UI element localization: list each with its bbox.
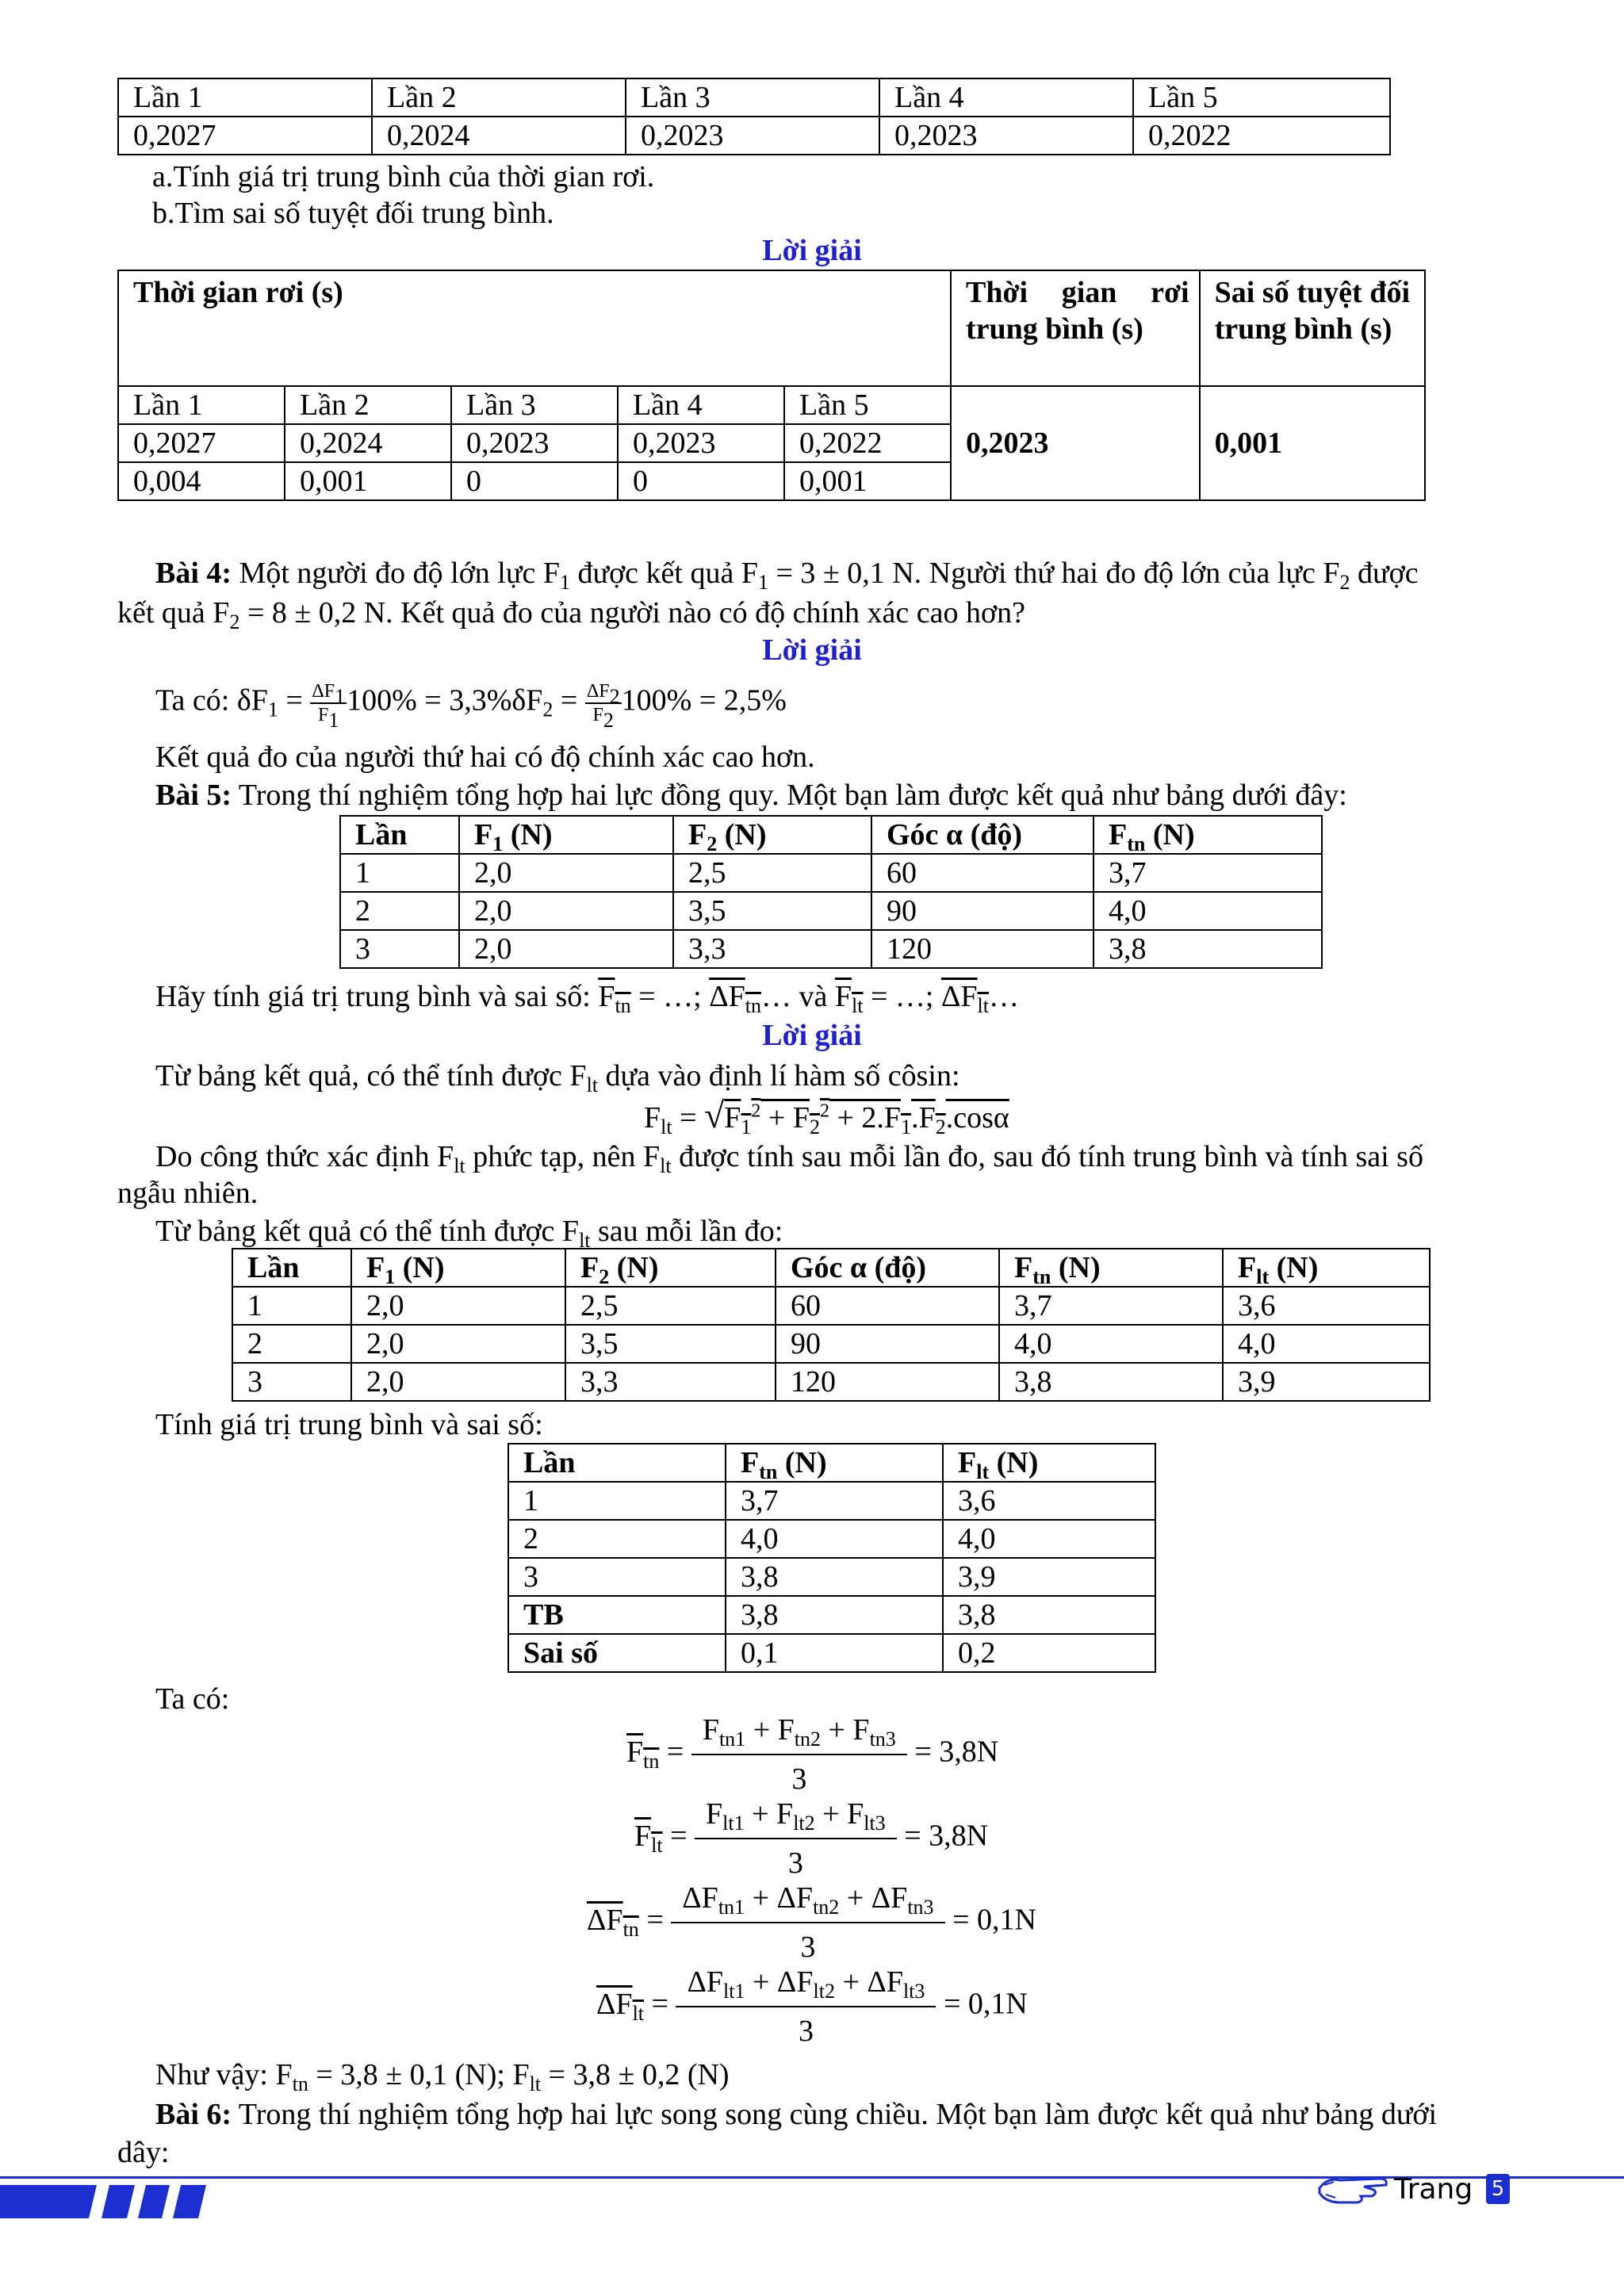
equation-dflt-avg: $\Delta F_{lt}$ = $\Delta F_{lt1} + \Delta F_{lt2} + \Delta F_{lt3}$ 3 = 0,1N (596, 1965, 1028, 2048)
equation-flt-avg: $F_{lt}$ = $F_{lt1} + F_{lt2} + F_{lt3}$ 3 = 3,8N (634, 1797, 989, 1880)
table-cell: Sai số (508, 1634, 726, 1672)
text: = 8 ± 0,2 N. Kết quả đo của người nào có độ chính xác cao hơn? (239, 596, 1025, 629)
text: 100% = 3,3%δF (347, 683, 543, 718)
table-row (340, 892, 1322, 930)
table-cell: $F_{lt}$ (N) (1223, 1249, 1430, 1287)
bai5-sol2d: ngẫu nhiên. (117, 1177, 259, 1210)
text: được tính sau mỗi lần đo, sau đó tính trung bình và tính sai số (671, 1140, 1423, 1173)
equation-dftn-avg: $\Delta F_{tn}$ = $\Delta F_{tn1} + \Delta F_{tn2} + \Delta F_{tn3}$ 3 = 0,1N (587, 1881, 1036, 1964)
solution-title: Lời giải (762, 1019, 862, 1052)
table-cell: 3 (508, 1558, 726, 1596)
solution-title: Lời giải (762, 633, 862, 667)
table-cell: 4,0 (726, 1520, 943, 1558)
table-cell: 3,3 (673, 930, 871, 968)
pointing-hand-icon (1316, 2166, 1396, 2210)
table-cell: 0,2023 (879, 117, 1133, 155)
bai6-paragraph (155, 2096, 1437, 2133)
table-cell: $F_1$ (N) (459, 816, 673, 854)
fraction: $\frac{\Delta F_1}{F_1}$ (312, 681, 346, 732)
table-cell: Lần 3 (626, 78, 879, 117)
table-cell: 2,0 (351, 1325, 565, 1363)
text: sau mỗi lần đo: (590, 1215, 783, 1248)
bai4-paragraph-2: kết quả $F_2 = 8 \pm 0,2$ N. Kết quả đo của người nào có độ chính xác cao hơn? (117, 596, 1025, 633)
table-cell: 2,0 (351, 1287, 565, 1325)
table-row (508, 1634, 1155, 1672)
text: Một người đo độ lớn lực F (232, 557, 560, 590)
table-cell: Sai số tuyệt đối trung bình (s) (1200, 270, 1425, 386)
bai5-question: Hãy tính giá trị trung bình và sai số: $F_{tn}$ = …; $\Delta F_{tn}\dots$ và $F_{lt}$ = …; $\Delta F_{lt}\dots$ (155, 980, 1019, 1017)
table-cell: 120 (776, 1363, 999, 1401)
table-cell: 4,0 (1223, 1325, 1430, 1363)
table-row (508, 1482, 1155, 1520)
text: = 0,1N (936, 1987, 1028, 2021)
bai5-sol4: Tính giá trị trung bình và sai số: (155, 1408, 543, 1441)
table-row (118, 117, 1390, 155)
table-cell: 3 (232, 1363, 351, 1401)
table-cell: 3,7 (999, 1287, 1223, 1325)
page-number-badge: 5 (1486, 2174, 1510, 2204)
table-cell: 0,2023 (618, 424, 784, 462)
text: Từ bảng kết quả, có thể tính được F (155, 1059, 587, 1093)
table-cell: 3,9 (943, 1558, 1155, 1596)
table-cell: 1 (340, 854, 459, 892)
table-cell: 60 (776, 1287, 999, 1325)
table-row (508, 1596, 1155, 1634)
text: Trong thí nghiệm tổng hợp hai lực đồng quy. Một bạn làm được kết quả như bảng dưới đây: (232, 779, 1347, 812)
bai5-sol1: Từ bảng kết quả, có thể tính được $F_{lt}$ dựa vào định lí hàm số côsin: (155, 1059, 960, 1096)
bai5-table-3 (508, 1443, 1156, 1673)
table-cell: 3,7 (726, 1482, 943, 1520)
table-cell: TB (508, 1596, 726, 1634)
table-row (118, 78, 1390, 117)
table-cell: 90 (871, 892, 1094, 930)
table-row (508, 1558, 1155, 1596)
table-cell: 3,8 (1094, 930, 1322, 968)
table-cell: Lần (232, 1249, 351, 1287)
table-cell: Lần 1 (118, 78, 372, 117)
bai5-table-2 (232, 1248, 1431, 1402)
table-cell: 0,2 (943, 1634, 1155, 1672)
fraction: $\frac{\Delta F_2}{F_2}$ (586, 681, 620, 732)
text: kết quả F (117, 596, 230, 629)
table-cell: Lần 5 (1133, 78, 1390, 117)
table-cell: 3,8 (726, 1596, 943, 1634)
table-cell: $F_{tn}$ (N) (726, 1444, 943, 1482)
question-b: b.Tìm sai số tuyệt đối trung bình. (152, 197, 554, 230)
bai5-table (339, 815, 1323, 969)
table-cell: 2 (508, 1520, 726, 1558)
table-cell: 60 (871, 854, 1094, 892)
table-cell: 3,8 (999, 1363, 1223, 1401)
table-cell: 0,1 (726, 1634, 943, 1672)
text: Từ bảng kết quả có thể tính được F (155, 1215, 580, 1248)
table-cell: 3,5 (673, 892, 871, 930)
table-cell: 0,2023 (626, 117, 879, 155)
bai6-label: Bài 6: (155, 2098, 232, 2131)
table-cell: Lần 2 (372, 78, 626, 117)
bai6-paragraph-2: dây: (117, 2136, 170, 2169)
table-cell: 0 (451, 462, 618, 500)
table-cell: Lần 3 (451, 386, 618, 424)
text: Như vậy: F (155, 2058, 293, 2091)
bai5-conclusion: Như vậy: $F_{tn} = 3,8 \pm 0,1$ (N); $F_{lt} = 3,8 \pm 0,2$ (N) (155, 2058, 730, 2095)
table-cell: 0,2024 (372, 117, 626, 155)
table-row (118, 270, 1425, 386)
table-cell: 4,0 (999, 1325, 1223, 1363)
table-cell: 0,2027 (118, 117, 372, 155)
table-cell: Thời gian rơi trung bình (s) (951, 270, 1200, 386)
text: được (1350, 557, 1419, 590)
bai5-sol3: Từ bảng kết quả có thể tính được $F_{lt}$ sau mỗi lần đo: (155, 1215, 783, 1252)
table-cell: Lần 1 (118, 386, 285, 424)
table-cell: 0,2024 (285, 424, 451, 462)
table-cell: 0,001 (784, 462, 951, 500)
table-cell: Lần 5 (784, 386, 951, 424)
text: được kết quả F (569, 557, 758, 590)
question-a: a.Tính giá trị trung bình của thời gian rơi. (152, 160, 655, 193)
bai4-conclusion: Kết quả đo của người thứ hai có độ chính xác cao hơn. (155, 740, 815, 774)
table-cell: 0 (618, 462, 784, 500)
table-cell: 2 (232, 1325, 351, 1363)
text: = 3,8 ± 0,2 (N) (541, 2058, 730, 2091)
table-cell: $F_{lt}$ (N) (943, 1444, 1155, 1482)
table-row (340, 816, 1322, 854)
table-cell: Lần (340, 816, 459, 854)
table-cell: $F_{tn}$ (N) (1094, 816, 1322, 854)
table-cell: 0,2023 (451, 424, 618, 462)
table-row (118, 386, 1425, 424)
cosine-formula: $F_{lt} = √F_1^2 + F_2^2 + 2.F_1.F_2.\cos\alpha$ (644, 1095, 1009, 1138)
table-cell: 0,001 (285, 462, 451, 500)
table-cell: 3,6 (943, 1482, 1155, 1520)
table-cell: 3,6 (1223, 1287, 1430, 1325)
table-cell: 0,2023 (951, 386, 1200, 500)
bai4-calc: Ta có: $\delta F_1$ = $\frac{\Delta F_1}{F_1}$ $100\% = 3,3\%\delta F_2$ = $\frac{\Delta F_2}{F_2}$ 100% = 2,5% (155, 681, 787, 732)
bai5-label: Bài 5: (155, 779, 232, 812)
table-cell: Thời gian rơi (s) (118, 270, 951, 386)
text: = 3,8N (896, 1819, 989, 1853)
table-cell: 2,0 (459, 892, 673, 930)
text: = 0,1N (944, 1903, 1036, 1937)
table-row (508, 1444, 1155, 1482)
table-cell: $F_2$ (N) (673, 816, 871, 854)
solution-table (117, 270, 1426, 501)
table-cell: 3,7 (1094, 854, 1322, 892)
table-cell: 1 (508, 1482, 726, 1520)
table-cell: $F_1$ (N) (351, 1249, 565, 1287)
table-cell: 3,8 (726, 1558, 943, 1596)
table-cell: 2,0 (459, 854, 673, 892)
table-cell: 4,0 (1094, 892, 1322, 930)
table-cell: 2,0 (351, 1363, 565, 1401)
table-cell: 3,8 (943, 1596, 1155, 1634)
table-cell: 0,2027 (118, 424, 285, 462)
text: = 3 ± 0,1 N. Người thứ hai đo độ lớn của lực F (768, 557, 1340, 590)
table-cell: 120 (871, 930, 1094, 968)
table-cell: Lần 2 (285, 386, 451, 424)
table-row (232, 1325, 1430, 1363)
table-cell: $F_2$ (N) (565, 1249, 776, 1287)
table-cell: Góc α (độ) (776, 1249, 999, 1287)
solution-title: Lời giải (762, 234, 862, 267)
text: = 3,8 ± 0,1 (N); F (308, 2058, 530, 2091)
table-cell: 2,0 (459, 930, 673, 968)
text: dựa vào định lí hàm số côsin: (598, 1059, 960, 1093)
times-table (117, 78, 1391, 155)
table-cell: 2,5 (565, 1287, 776, 1325)
text: Trong thí nghiệm tổng hợp hai lực song song cùng chiều. Một bạn làm được kết quả như bảng dưới (232, 2098, 1438, 2131)
table-row (508, 1520, 1155, 1558)
page-label: Trang (1394, 2173, 1473, 2206)
table-cell: 3,5 (565, 1325, 776, 1363)
table-cell: 0,001 (1200, 386, 1425, 500)
text: phức tạp, nên F (465, 1140, 661, 1173)
bai5-sol2: Do công thức xác định $F_{lt}$ phức tạp, nên $F_{lt}$ được tính sau mỗi lần đo, sau đó tính trung bình và tính sai số (155, 1140, 1423, 1177)
table-cell: 2 (340, 892, 459, 930)
table-row (340, 930, 1322, 968)
footer-stripes-icon (0, 2182, 238, 2221)
table-cell: Lần (508, 1444, 726, 1482)
table-cell: 3 (340, 930, 459, 968)
table-row (232, 1363, 1430, 1401)
table-cell: 3,3 (565, 1363, 776, 1401)
text: 100% = 2,5% (621, 683, 787, 718)
table-cell: 2,5 (673, 854, 871, 892)
taco: Ta có: (155, 1682, 230, 1716)
table-cell: 1 (232, 1287, 351, 1325)
table-cell: 0,2022 (1133, 117, 1390, 155)
table-cell: Lần 4 (879, 78, 1133, 117)
table-row (340, 854, 1322, 892)
table-cell: 4,0 (943, 1520, 1155, 1558)
table-row (232, 1249, 1430, 1287)
table-cell: 3,9 (1223, 1363, 1430, 1401)
equation-ftn-avg: $F_{tn}$ = $F_{tn1} + F_{tn2} + F_{tn3}$ 3 = 3,8N (626, 1713, 999, 1796)
text: Hãy tính giá trị trung bình và sai số: (155, 980, 591, 1013)
text: = 3,8N (906, 1735, 999, 1769)
text: Ta có: δF (155, 683, 268, 718)
bai5-paragraph (155, 777, 1347, 813)
table-cell: Lần 4 (618, 386, 784, 424)
table-row (232, 1287, 1430, 1325)
table-cell: Góc α (độ) (871, 816, 1094, 854)
table-cell: 0,004 (118, 462, 285, 500)
table-cell: 0,2022 (784, 424, 951, 462)
table-cell: $F_{tn}$ (N) (999, 1249, 1223, 1287)
bai4-paragraph: Bài 4: Một người đo độ lớn lực $F_1$ được kết quả $F_1 = 3 \pm 0,1$ N. Người thứ hai đo độ lớn của lực $F_2$ được (155, 557, 1419, 594)
table-cell: 90 (776, 1325, 999, 1363)
bai4-label: Bài 4: (155, 557, 232, 590)
text: Do công thức xác định F (155, 1140, 454, 1173)
